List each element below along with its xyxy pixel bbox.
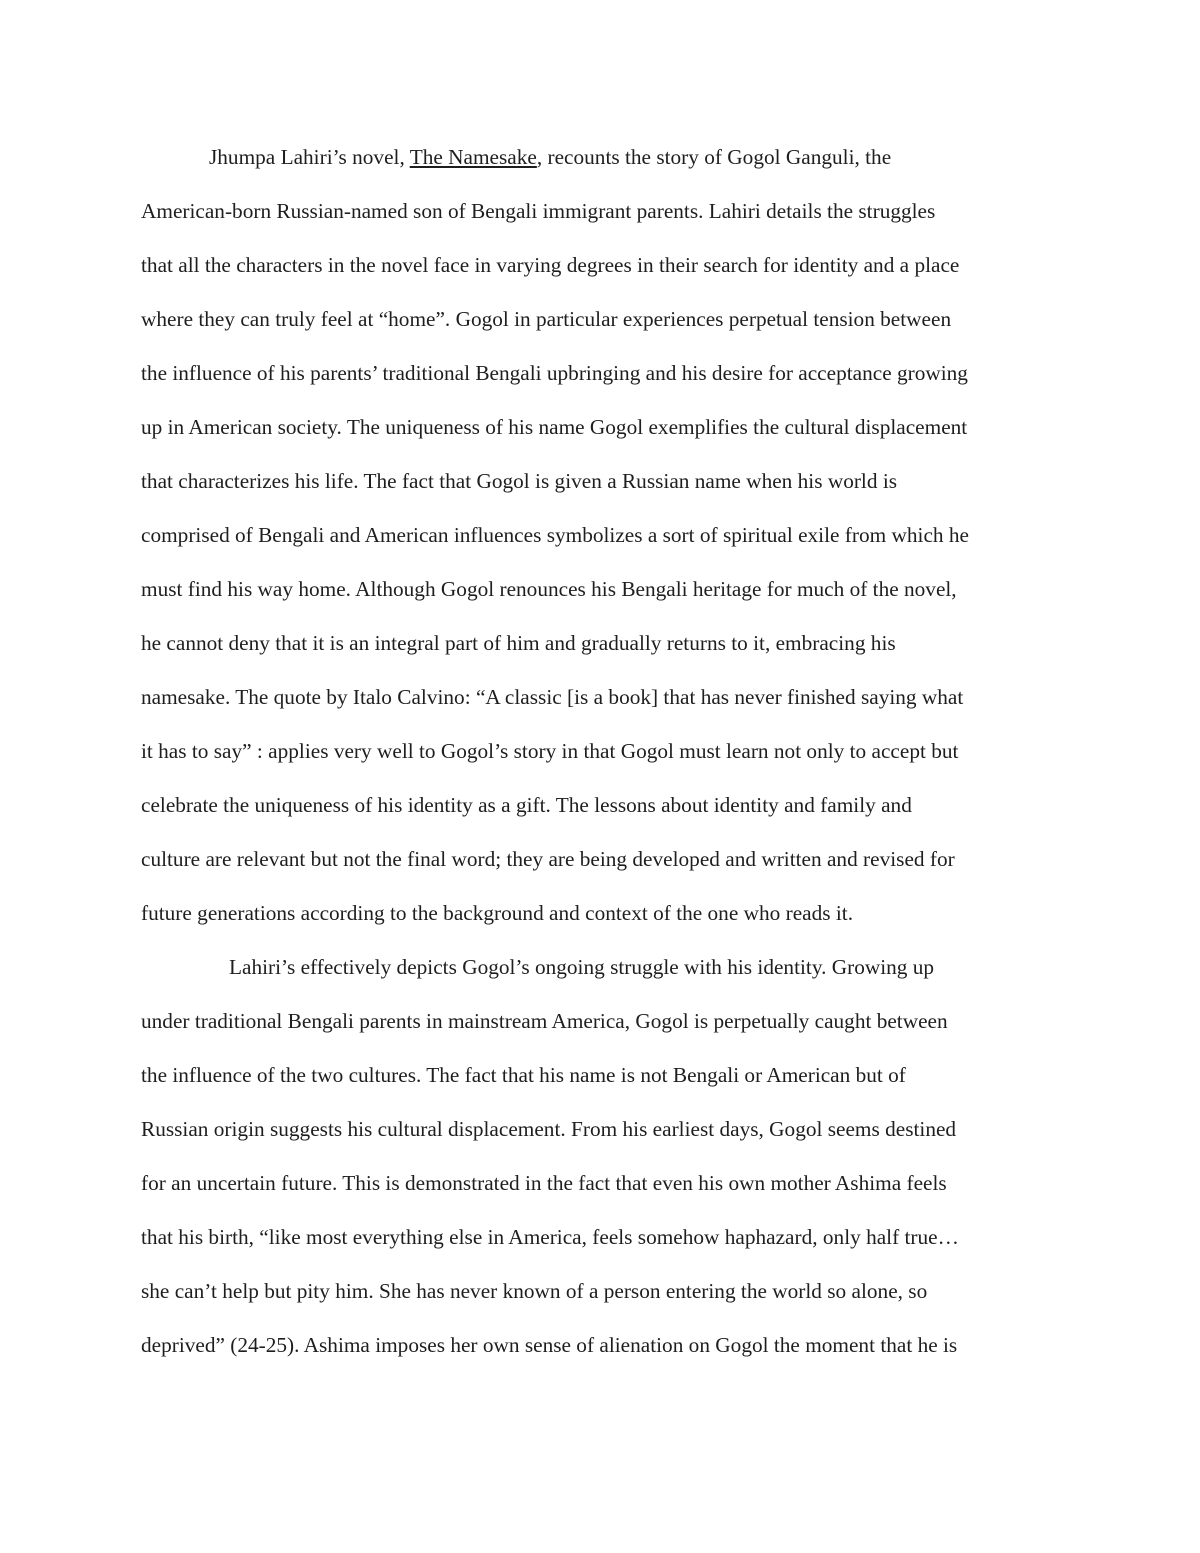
- paragraph-1-line-15: future generations according to the background and context of the one who reads it.: [141, 901, 854, 925]
- paragraph-1-line-4: where they can truly feel at “home”. Gogol in particular experiences perpetual tension between: [141, 307, 952, 331]
- paragraph-2-line-6: that his birth, “like most everything else in America, feels somehow haphazard, only half true…: [141, 1225, 959, 1249]
- paragraph-1: [141, 130, 1081, 940]
- paragraph-2-line-8: deprived” (24-25). Ashima imposes her own sense of alienation on Gogol the moment that he is: [141, 1333, 958, 1357]
- document-body: [141, 130, 1081, 1372]
- line-1-lead-text: Jhumpa Lahiri’s novel,: [209, 145, 410, 169]
- paragraph-1-line-14: culture are relevant but not the final word; they are being developed and written and revised for: [141, 847, 955, 871]
- paragraph-2-line-3: the influence of the two cultures. The fact that his name is not Bengali or American but of: [141, 1063, 906, 1087]
- paragraph-1-line-10: he cannot deny that it is an integral part of him and gradually returns to it, embracing his: [141, 631, 896, 655]
- paragraph-1-line-2: American-born Russian-named son of Bengali immigrant parents. Lahiri details the struggles: [141, 199, 936, 223]
- paragraph-1-line-1: [141, 130, 1081, 184]
- paragraph-2-line-5: for an uncertain future. This is demonstrated in the fact that even his own mother Ashima feels: [141, 1171, 947, 1195]
- paragraph-2-line-7: she can’t help but pity him. She has never known of a person entering the world so alone, so: [141, 1279, 928, 1303]
- paragraph-1-line-5: the influence of his parents’ traditional Bengali upbringing and his desire for acceptance growing: [141, 361, 968, 385]
- paragraph-1-line-9: must find his way home. Although Gogol renounces his Bengali heritage for much of the novel,: [141, 577, 957, 601]
- paragraph-1-line-8: comprised of Bengali and American influences symbolizes a sort of spiritual exile from which he: [141, 523, 969, 547]
- paragraph-2-line-2: under traditional Bengali parents in mainstream America, Gogol is perpetually caught between: [141, 1009, 948, 1033]
- paragraph-1-line-6: up in American society. The uniqueness of his name Gogol exemplifies the cultural displacement: [141, 415, 968, 439]
- line-1-trail-text: , recounts the story of Gogol Ganguli, the: [536, 145, 892, 169]
- paragraph-1-line-11: namesake. The quote by Italo Calvino: “A classic [is a book] that has never finished saying what: [141, 685, 964, 709]
- book-title: The Namesake: [409, 145, 537, 169]
- paragraph-2-line-4: Russian origin suggests his cultural displacement. From his earliest days, Gogol seems destined: [141, 1117, 957, 1141]
- paragraph-1-line-3: that all the characters in the novel face in varying degrees in their search for identity and a place: [141, 253, 960, 277]
- paragraph-2-line-1: Lahiri’s effectively depicts Gogol’s ongoing struggle with his identity. Growing up: [229, 955, 935, 979]
- paragraph-1-line-13: celebrate the uniqueness of his identity as a gift. The lessons about identity and family and: [141, 793, 912, 817]
- paragraph-1-line-7: that characterizes his life. The fact that Gogol is given a Russian name when his world is: [141, 469, 898, 493]
- paragraph-2: [141, 940, 1081, 1372]
- paragraph-1-line-12: it has to say” : applies very well to Gogol’s story in that Gogol must learn not only to accept but: [141, 739, 959, 763]
